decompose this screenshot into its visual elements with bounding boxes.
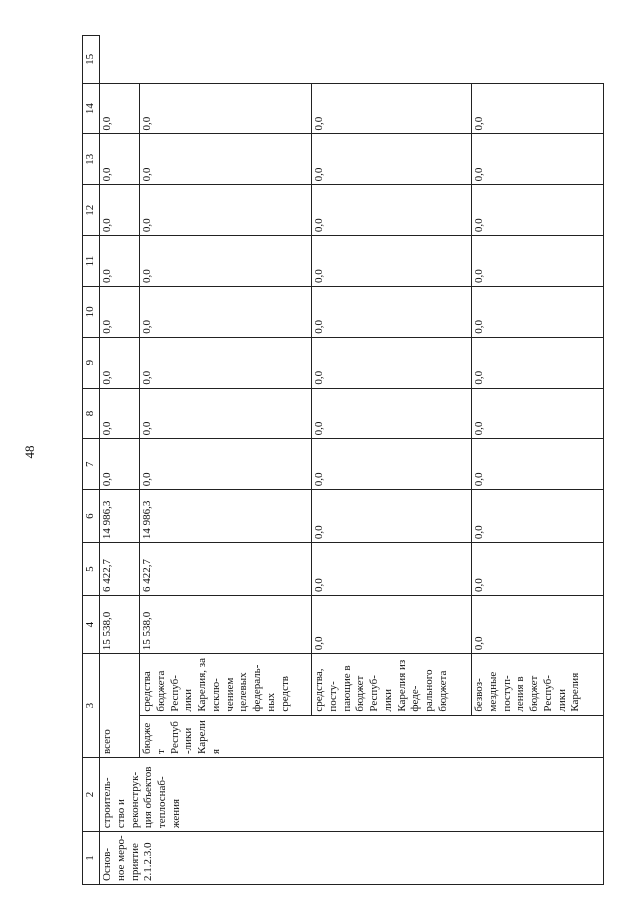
header-row [83,36,100,885]
value-cell: 14 986,3 [140,490,312,543]
value-cell: 14 986,3 [100,490,140,543]
value-cell: 0,0 [100,185,140,236]
value-cell: 0,0 [140,388,312,439]
value-cell: 0,0 [100,388,140,439]
header-cell: 14 [83,83,100,134]
value-cell: 0,0 [100,439,140,490]
value-cell: 0,0 [312,134,472,185]
header-cell: 3 [83,654,100,758]
value-cell: 0,0 [312,388,472,439]
value-cell: 0,0 [472,286,604,337]
value-cell: 15 538,0 [140,596,312,654]
value-cell: 0,0 [312,596,472,654]
value-cell: 15 538,0 [100,596,140,654]
value-cell: 0,0 [472,596,604,654]
value-cell: 0,0 [312,185,472,236]
value-cell: 0,0 [312,439,472,490]
value-cell: 0,0 [100,83,140,134]
value-cell: 0,0 [100,286,140,337]
value-cell: 0,0 [100,134,140,185]
measure-label: Основ-ное меро-приятие 2.1.2.3.0 [100,832,604,885]
value-cell: 0,0 [472,134,604,185]
header-cell: 10 [83,286,100,337]
value-cell: 0,0 [312,337,472,388]
value-cell: 0,0 [312,490,472,543]
total-label: всего [100,654,140,758]
header-cell: 5 [83,543,100,596]
header-cell: 15 [83,36,100,84]
budget-label: бюджет Респуб-лики Карелия [140,715,604,757]
rotated-table-container [82,35,602,885]
measure-title: строитель-ство и реконструк-ция объектов теплоснаб-жения [100,757,604,831]
value-cell: 0,0 [312,236,472,287]
value-cell: 0,0 [140,337,312,388]
gratuitous-funds-label: безвоз-мездные поступ-ления в бюджет Респуб-лики Карелия [472,654,604,715]
value-cell: 0,0 [140,236,312,287]
table-row-total [100,36,140,885]
value-cell: 0,0 [140,134,312,185]
value-cell: 0,0 [312,543,472,596]
value-cell: 0,0 [100,236,140,287]
header-cell: 7 [83,439,100,490]
value-cell: 0,0 [140,185,312,236]
value-cell: 0,0 [140,83,312,134]
header-cell: 1 [83,832,100,885]
header-cell: 8 [83,388,100,439]
federal-funds-label: средства, посту-пающие в бюджет Респуб-лики Карелия из феде-рального бюджета [312,654,472,715]
value-cell: 6 422,7 [140,543,312,596]
header-cell: 2 [83,757,100,831]
own-funds-label: средства бюджета Респуб-лики Карелия, за исклю-чением целевых федераль-ных средств [140,654,312,715]
table-row-own-funds [140,36,312,885]
value-cell: 6 422,7 [100,543,140,596]
page-number: 48 [22,445,37,459]
value-cell: 0,0 [472,543,604,596]
budget-table [82,35,604,885]
value-cell: 0,0 [472,83,604,134]
value-cell: 0,0 [312,83,472,134]
value-cell: 0,0 [472,337,604,388]
value-cell: 0,0 [472,490,604,543]
value-cell: 0,0 [140,286,312,337]
header-cell: 9 [83,337,100,388]
value-cell: 0,0 [472,236,604,287]
value-cell: 0,0 [140,439,312,490]
header-cell: 11 [83,236,100,287]
header-cell: 12 [83,185,100,236]
header-cell: 4 [83,596,100,654]
value-cell: 0,0 [312,286,472,337]
header-cell: 13 [83,134,100,185]
value-cell: 0,0 [100,337,140,388]
header-cell: 6 [83,490,100,543]
value-cell: 0,0 [472,388,604,439]
value-cell: 0,0 [472,439,604,490]
value-cell: 0,0 [472,185,604,236]
